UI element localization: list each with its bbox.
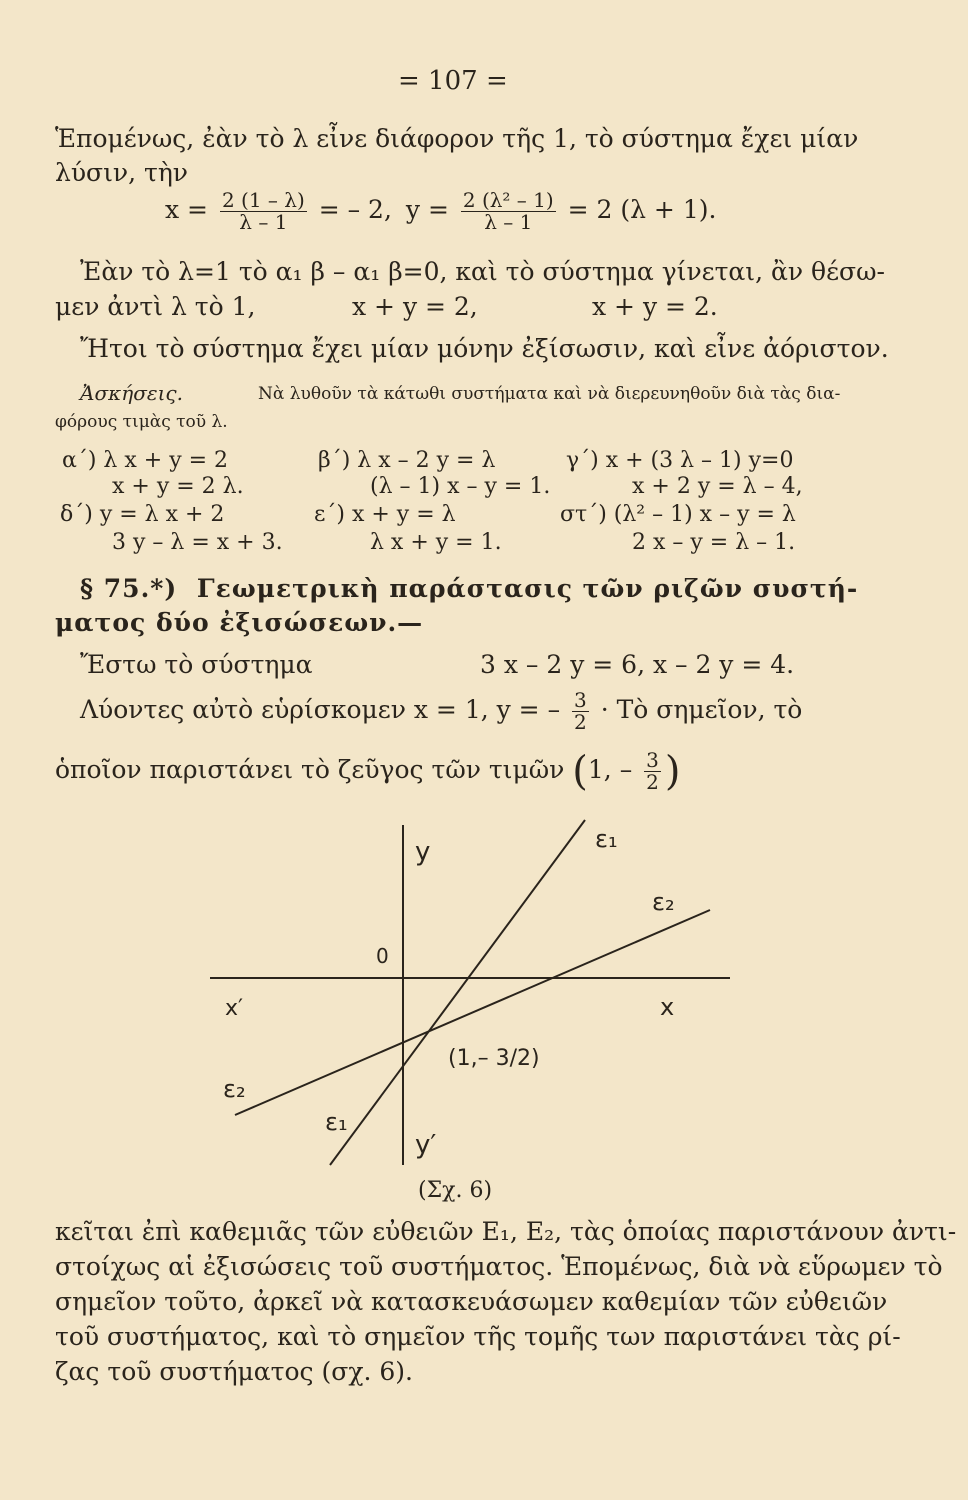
line-e2 xyxy=(235,910,710,1115)
intro-line-4a: μεν ἀντὶ λ τὸ 1, xyxy=(55,292,256,321)
section-line-3a: ὁποῖον παριστάνει τὸ ζεῦγος τῶν τιμῶν xyxy=(55,755,565,784)
line-e1 xyxy=(330,820,585,1165)
section-line-2-fraction xyxy=(572,690,589,733)
exercise-a-line-1: α΄) λ x + y = 2 xyxy=(62,448,229,473)
fraction-numerator: 3 xyxy=(574,688,587,712)
label-e1-bottom: ε₁ xyxy=(325,1108,348,1136)
formula-x-fraction xyxy=(220,190,307,233)
intro-line-4c: x + y = 2. xyxy=(592,292,718,321)
solution-formula xyxy=(165,190,716,233)
close-paren: ) xyxy=(664,748,681,795)
pair-denominator: 2 xyxy=(646,770,659,794)
page-number: = 107 = xyxy=(398,66,508,96)
pair-numerator: 3 xyxy=(646,748,659,772)
section-number: § 75.*) xyxy=(80,574,178,603)
exercise-st-line-1: στ΄) (λ² – 1) x – y = λ xyxy=(560,502,796,527)
pair-first: 1, – xyxy=(587,755,633,784)
closing-line-2: στοίχως αἱ ἐξισώσεις τοῦ συστήματος. Ἑπομένως, διὰ νὰ εὕρωμεν τὸ xyxy=(55,1252,943,1281)
formula-x-numerator: 2 (1 – λ) xyxy=(221,188,305,212)
open-paren: ( xyxy=(572,748,588,795)
exercise-d-line-1: δ΄) y = λ x + 2 xyxy=(60,502,225,527)
formula-x-denominator: λ – 1 xyxy=(239,210,288,234)
intro-line-5: Ἤτοι τὸ σύστημα ἔχει μίαν μόνην ἐξίσωσιν, καὶ εἶνε ἀόριστον. xyxy=(80,334,889,363)
exercise-b-line-1: β΄) λ x – 2 y = λ xyxy=(318,448,496,473)
section-title-1: Γεωμετρικὴ παράστασις τῶν ριζῶν συστή- xyxy=(196,574,859,603)
intro-line-1: Ἑπομένως, ἐὰν τὸ λ εἶνε διάφορον τῆς 1, τὸ σύστημα ἔχει μίαν xyxy=(55,124,859,153)
exercise-g-line-1: γ΄) x + (3 λ – 1) y=0 xyxy=(566,448,794,473)
label-origin: 0 xyxy=(376,944,389,968)
exercise-e-line-2: λ x + y = 1. xyxy=(370,530,502,555)
intro-line-2: λύσιν, τὴν xyxy=(55,158,189,187)
label-x-prime: x′ xyxy=(225,996,244,1021)
label-e2-top: ε₂ xyxy=(652,888,675,916)
section-line-3 xyxy=(55,750,681,793)
formula-y-denominator: λ – 1 xyxy=(484,210,533,234)
label-y-prime: y′ xyxy=(415,1130,437,1160)
exercise-d-line-2: 3 y – λ = x + 3. xyxy=(112,530,283,555)
figure-6 xyxy=(190,815,750,1175)
formula-y-numerator: 2 (λ² – 1) xyxy=(462,188,554,212)
pair-fraction xyxy=(644,750,661,793)
formula-y-fraction xyxy=(461,190,556,233)
exercise-e-line-1: ε΄) x + y = λ xyxy=(314,502,456,527)
fraction-denominator: 2 xyxy=(574,710,587,734)
exercise-b-line-2: (λ – 1) x – y = 1. xyxy=(370,474,551,499)
exercises-title: Ἀσκήσεις. xyxy=(80,381,183,405)
section-line-2 xyxy=(80,690,802,733)
section-heading-line-1 xyxy=(80,574,858,603)
label-e1-top: ε₁ xyxy=(595,825,618,853)
section-line-1a: Ἔστω τὸ σύστημα xyxy=(80,650,313,679)
closing-line-4: τοῦ συστήματος, καὶ τὸ σημεῖον τῆς τομῆς των παριστάνει τὰς ρί- xyxy=(55,1322,901,1351)
exercises-text-2: φόρους τιμὰς τοῦ λ. xyxy=(55,412,228,432)
label-e2-bottom: ε₂ xyxy=(223,1075,246,1103)
section-line-2b: · Τὸ σημεῖον, τὸ xyxy=(600,695,803,724)
closing-line-5: ζας τοῦ συστήματος (σχ. 6). xyxy=(55,1357,413,1386)
exercise-g-line-2: x + 2 y = λ – 4, xyxy=(632,474,803,499)
closing-line-1: κεῖται ἐπὶ καθεμιᾶς τῶν εὐθειῶν E₁, E₂, τὰς ὁποίας παριστάνουν ἀντι- xyxy=(55,1217,957,1246)
section-title-2: ματος δύο ἐξισώσεων.— xyxy=(55,608,424,637)
label-x: x xyxy=(660,993,675,1021)
section-line-1b: 3 x – 2 y = 6, x – 2 y = 4. xyxy=(480,650,795,679)
formula-y-lhs: y = xyxy=(405,195,449,224)
formula-y-rhs: = 2 (λ + 1). xyxy=(567,195,717,224)
figure-caption: (Σχ. 6) xyxy=(418,1178,493,1203)
formula-x-rhs: = – 2, xyxy=(318,195,392,224)
label-y: y xyxy=(415,837,431,867)
intro-line-4b: x + y = 2, xyxy=(352,292,478,321)
section-line-2a: Λύοντες αὐτὸ εὑρίσκομεν x = 1, y = – xyxy=(80,695,561,724)
closing-line-3: σημεῖον τοῦτο, ἀρκεῖ νὰ κατασκευάσωμεν καθεμίαν τῶν εὐθειῶν xyxy=(55,1287,888,1316)
intro-line-3: Ἐὰν τὸ λ=1 τὸ α₁ β – α₁ β=0, καὶ τὸ σύστημα γίνεται, ἂν θέσω- xyxy=(80,257,885,286)
formula-x-lhs: x = xyxy=(165,195,208,224)
label-intersection: (1,– 3/2) xyxy=(448,1046,540,1071)
exercises-text-1: Νὰ λυθοῦν τὰ κάτωθι συστήματα καὶ νὰ διερευνηθοῦν διὰ τὰς δια- xyxy=(258,384,841,404)
exercise-a-line-2: x + y = 2 λ. xyxy=(112,474,244,499)
exercise-st-line-2: 2 x – y = λ – 1. xyxy=(632,530,796,555)
